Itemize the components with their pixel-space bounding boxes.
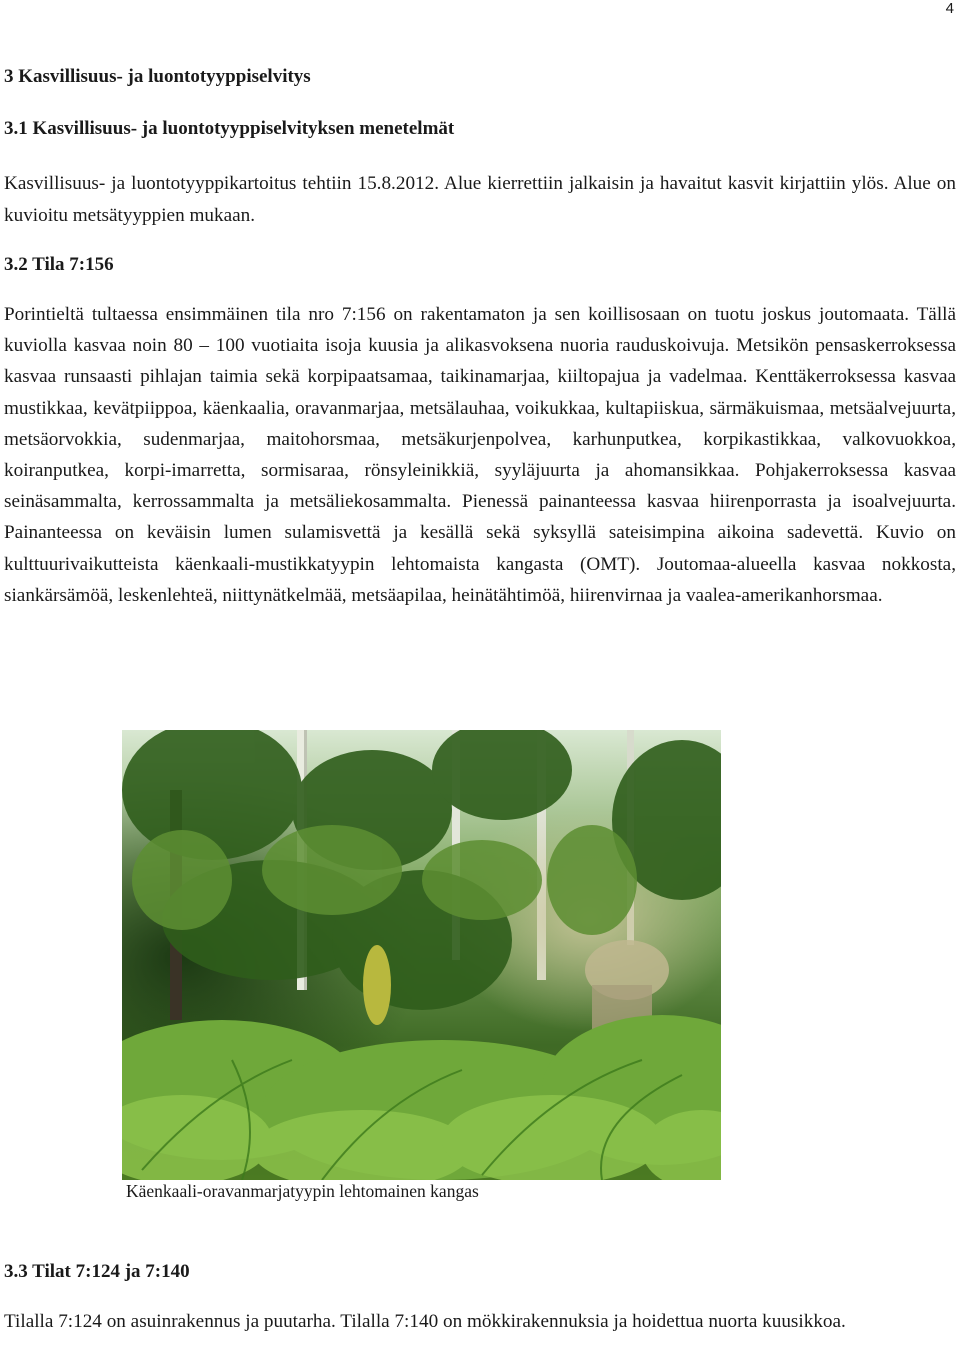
forest-photo	[122, 730, 721, 1180]
methods-paragraph: Kasvillisuus- ja luontotyyppikartoitus tehtiin 15.8.2012. Alue kierrettiin jalkaisin ja havaitut kasvit kirjattiin ylös. Alue on kuvioitu metsätyyppien mukaan.	[4, 173, 956, 226]
section-heading-3-3: 3.3 Tilat 7:124 ja 7:140	[4, 1261, 190, 1282]
section-heading-3-1: 3.1 Kasvillisuus- ja luontotyyppiselvityksen menetelmät	[4, 118, 455, 139]
tila-7-156-paragraph: Porintieltä tultaessa ensimmäinen tila nro 7:156 on rakentamaton ja sen koillisosaan on tuotu joskus joutomaata. Tällä kuviolla kasvaa noin 80 – 100 vuotiaita isoja kuusia ja alikasvoksena nuoria rauduskoivuja. Metsikön pensaskerroksessa kasvaa runsaasti pihlajan taimia sekä korpipaatsamaa, taikinamarjaa, kiiltopajua ja vadelmaa. Kenttäkerroksessa kasvaa mustikkaa, kevätpiippoa, käenkaalia, oravanmarjaa, metsälauhaa, voikukkaa, kultapiiskua, särmäkuismaa, metsäalvejuurta, metsäorvokkia, sudenmarjaa, maitohorsmaa, metsäkurjenpolvea, karhunputkea, korpikastikkaa, valkovuokkoa, koiranputkea, korpi-imarretta, sormisaraa, rönsyleinikkiä, syyläjuurta ja ahomansikkaa. Pohjakerroksessa kasvaa seinäsammalta, kerrossammalta ja metsäliekosammalta. Pienessä painanteessa kasvaa hiirenporrasta ja isoalvejuurta. Painanteessa on keväisin lumen sulamisvettä ja kesällä sekä syksyllä sateisimpina aikoina sadevettä. Kuvio on kulttuurivaikutteista käenkaali-mustikkatyypin lehtomaista kangasta (OMT). Joutomaa-alueella kasvaa nokkosta, siankärsämöä, leskenlehteä, niittynätkelmää, metsäapilaa, heinätähtimöä, hiirenvirnaa ja vaalea-amerikanhorsmaa.	[4, 304, 956, 606]
figure-caption: Käenkaali-oravanmarjatyypin lehtomainen kangas	[126, 1181, 479, 1201]
section-heading-3-2: 3.2 Tila 7:156	[4, 254, 114, 275]
tilat-7-124-7-140-paragraph: Tilalla 7:124 on asuinrakennus ja puutarha. Tilalla 7:140 on mökkirakennuksia ja hoidettua nuorta kuusikkoa.	[4, 1311, 846, 1332]
page-number: 4	[945, 0, 954, 17]
section-heading-3: 3 Kasvillisuus- ja luontotyyppiselvitys	[4, 66, 311, 87]
